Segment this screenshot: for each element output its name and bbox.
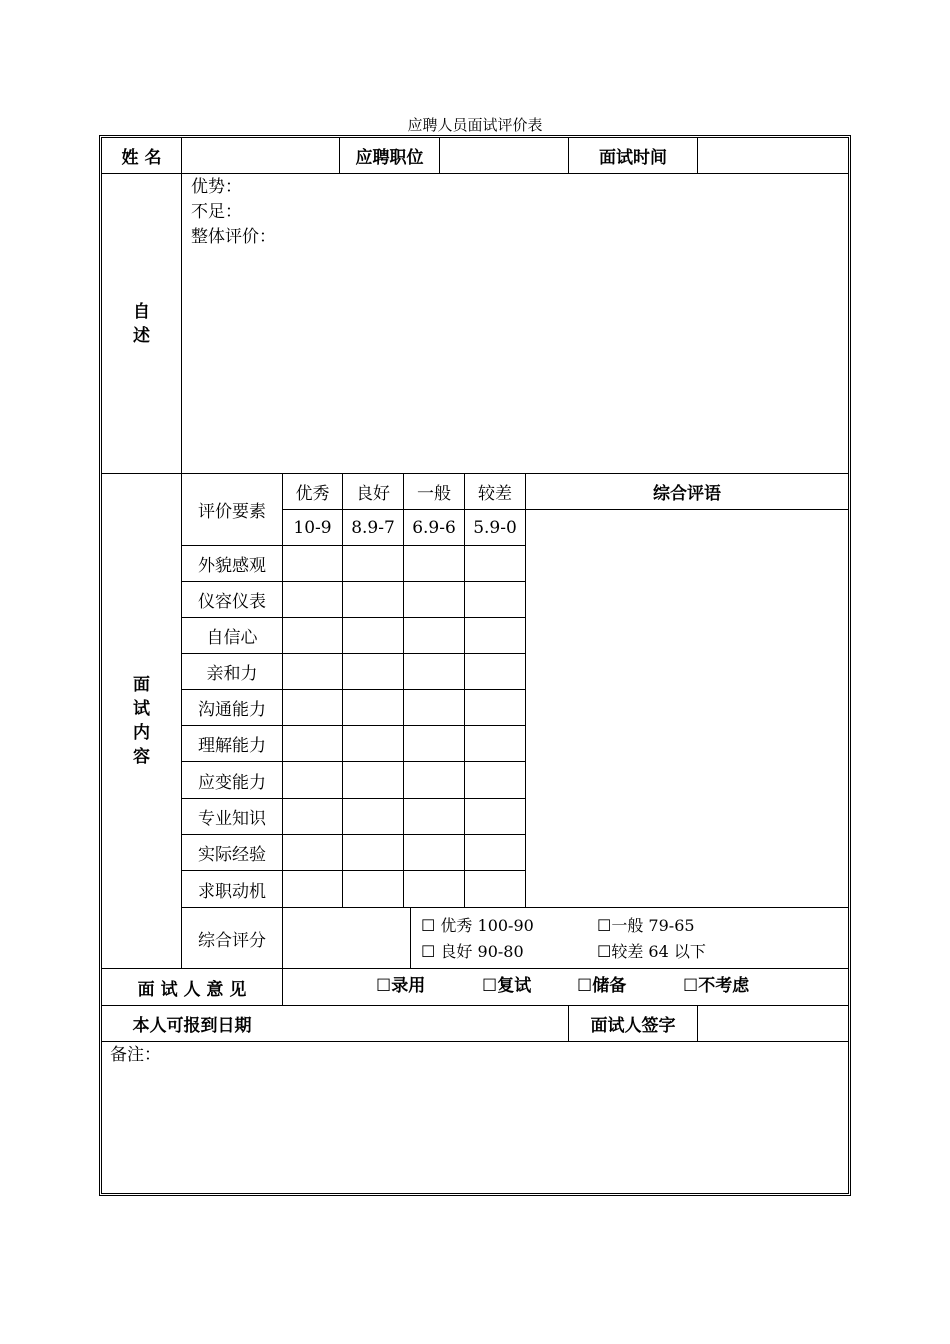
factor-label: 亲和力 <box>206 664 258 684</box>
overall-score-field[interactable] <box>283 908 410 968</box>
range-poor: 5.9-0 <box>473 517 517 538</box>
inner-right-line <box>848 137 849 1194</box>
overall-score-label: 综合评分 <box>198 930 266 951</box>
summary-header: 综合评语 <box>653 484 721 504</box>
range-excellent: 10-9 <box>293 517 332 538</box>
option-second-interview[interactable]: ☐复试 <box>482 976 532 996</box>
name-field[interactable] <box>182 138 339 173</box>
signature-label: 面试人签字 <box>590 1016 676 1036</box>
factor-label: 理解能力 <box>198 736 266 756</box>
overall-divider <box>410 907 411 969</box>
label-char: 内 <box>133 723 150 743</box>
overall-option-excellent[interactable]: ☐ 优秀 100-90 <box>421 916 534 935</box>
time-field[interactable] <box>698 138 848 173</box>
overall-line: 整体评价： <box>191 227 276 247</box>
position-label: 应聘职位 <box>355 148 424 168</box>
factor-label: 外貌感观 <box>198 556 266 576</box>
factor-label: 求职动机 <box>198 881 266 902</box>
grade-average: 一般 <box>417 484 451 504</box>
weaknesses-line: 不足： <box>191 202 242 222</box>
factor-label: 自信心 <box>206 628 258 648</box>
label-char: 述 <box>133 325 150 346</box>
self-intro-label <box>102 174 181 473</box>
grade-excellent: 优秀 <box>295 484 330 504</box>
factor-label: 实际经验 <box>198 845 266 865</box>
option-reject[interactable]: ☐不考虑 <box>683 976 750 996</box>
factor-header: 评价要素 <box>198 502 266 522</box>
summary-comment-field[interactable] <box>526 510 848 907</box>
page-title: 应聘人员面试评价表 <box>407 116 543 134</box>
label-char: 面 <box>133 675 150 695</box>
signature-field[interactable] <box>698 1006 848 1041</box>
factor-label: 专业知识 <box>198 809 266 829</box>
range-good: 8.9-7 <box>351 517 395 538</box>
label-char: 容 <box>133 747 150 767</box>
interview-label <box>102 474 181 968</box>
grade-good: 良好 <box>356 484 390 504</box>
row-divider <box>101 173 849 174</box>
label-char: 试 <box>133 699 150 719</box>
option-hire[interactable]: ☐录用 <box>376 976 426 996</box>
grade-poor: 较差 <box>478 484 512 504</box>
overall-option-average[interactable]: ☐一般 79-65 <box>597 916 695 935</box>
remarks-label: 备注： <box>110 1045 161 1065</box>
self-intro-text[interactable] <box>191 175 276 250</box>
name-label: 姓 名 <box>121 148 162 168</box>
remarks-field[interactable] <box>102 1070 848 1192</box>
overall-option-poor[interactable]: ☐较差 64 以下 <box>597 942 706 961</box>
overall-option-good[interactable]: ☐ 良好 90-80 <box>421 942 524 961</box>
option-reserve[interactable]: ☐储备 <box>577 976 627 996</box>
label-char: 自 <box>133 301 150 322</box>
position-field[interactable] <box>440 138 568 173</box>
factor-label: 沟通能力 <box>198 700 266 720</box>
time-label: 面试时间 <box>599 148 667 168</box>
row-divider <box>101 1041 849 1042</box>
report-date-label: 本人可报到日期 <box>132 1016 252 1036</box>
range-average: 6.9-6 <box>412 517 456 538</box>
inner-bottom-line <box>101 1193 849 1194</box>
opinion-label: 面 试 人 意 见 <box>137 979 247 1000</box>
strengths-line: 优势： <box>191 177 242 197</box>
factor-label: 应变能力 <box>198 772 266 793</box>
report-date-field[interactable] <box>283 1006 568 1041</box>
factor-label: 仪容仪表 <box>198 592 266 612</box>
